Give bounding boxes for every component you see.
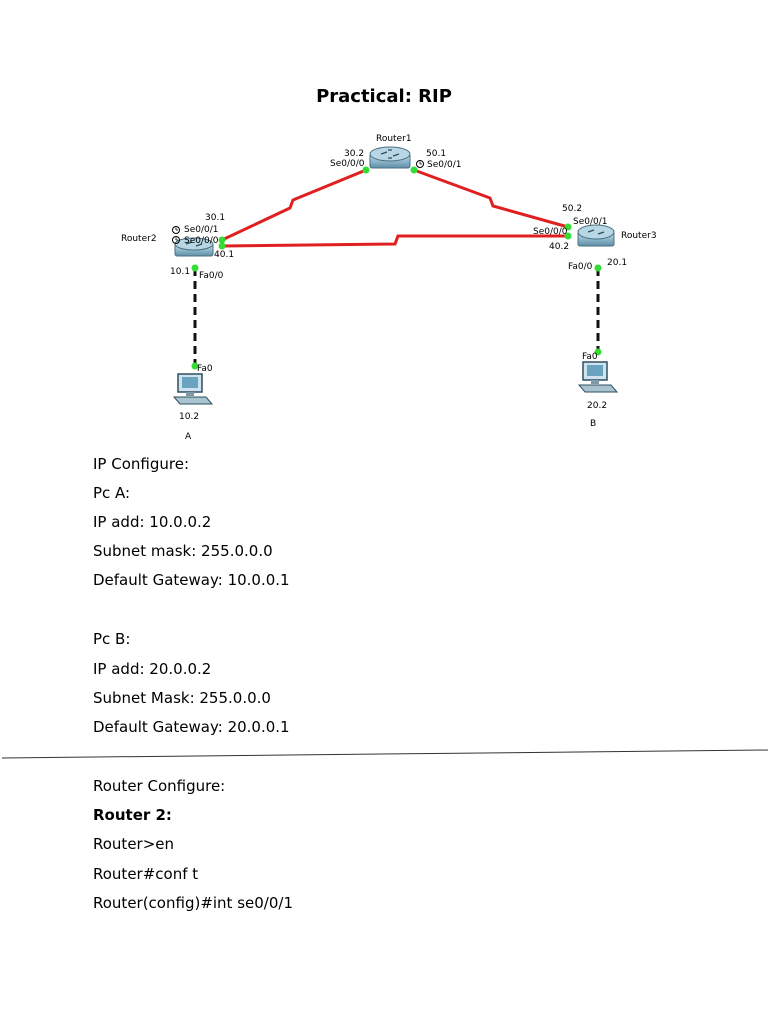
router3-se000-label: Se0/0/0 — [533, 227, 568, 237]
router2-ip-30: 30.1 — [205, 213, 226, 223]
router2-ip-10: 10.1 — [170, 267, 191, 277]
command-line: Router>en — [93, 835, 175, 853]
router3-ip-20: 20.1 — [607, 258, 628, 268]
serial-link-r1-r2 — [222, 170, 366, 240]
router1-right-interface: Se0/0/1 — [427, 160, 462, 170]
pc-a-interface: Fa0 — [197, 364, 213, 374]
ip-configure-heading: IP Configure: — [93, 455, 189, 473]
router2-fa00-label: Fa0/0 — [199, 271, 224, 281]
serial-link-r1-r3 — [414, 170, 568, 227]
page-title: Practical: RIP — [316, 86, 452, 107]
pc-a-icon[interactable] — [174, 374, 212, 404]
router2-heading: Router 2: — [93, 806, 172, 824]
router3-se001-label: Se0/0/1 — [573, 217, 608, 227]
pc-b-ip-address: IP add: 20.0.0.2 — [93, 660, 212, 678]
router1-label: Router1 — [376, 134, 412, 144]
pc-b-heading: Pc B: — [93, 630, 131, 648]
router3-label: Router3 — [621, 231, 657, 241]
router2-se000-label: Se0/0/0 — [184, 236, 219, 246]
router-configure-heading: Router Configure: — [93, 777, 226, 795]
router3-icon[interactable] — [578, 225, 614, 246]
pc-a-name: A — [185, 432, 192, 442]
router3-ip-50: 50.2 — [562, 204, 583, 214]
router3-fa00-label: Fa0/0 — [568, 262, 593, 272]
pc-a-heading: Pc A: — [93, 484, 131, 502]
section-divider — [2, 750, 768, 758]
router3-ip-40: 40.2 — [549, 242, 570, 252]
router2-se001-label: Se0/0/1 — [184, 225, 219, 235]
router1-left-interface: Se0/0/0 — [330, 159, 365, 169]
serial-link-r2-r3 — [222, 236, 568, 246]
pc-b-name: B — [590, 419, 597, 429]
router1-left-ip: 30.2 — [344, 149, 365, 159]
clock-icon — [173, 227, 180, 234]
router2-label: Router2 — [121, 234, 157, 244]
pc-b-interface: Fa0 — [582, 352, 598, 362]
pc-b-default-gateway: Default Gateway: 20.0.0.1 — [93, 718, 290, 736]
clock-icon — [417, 161, 424, 168]
pc-a-ip: 10.2 — [179, 412, 200, 422]
pc-b-ip: 20.2 — [587, 401, 608, 411]
pc-a-ip-address: IP add: 10.0.0.2 — [93, 513, 212, 531]
command-line: Router(config)#int se0/0/1 — [93, 894, 293, 912]
pc-b-icon[interactable] — [579, 362, 617, 392]
pc-a-subnet-mask: Subnet mask: 255.0.0.0 — [93, 542, 273, 560]
port-indicators — [192, 167, 602, 370]
router1-icon[interactable] — [370, 147, 410, 168]
pc-b-subnet-mask: Subnet Mask: 255.0.0.0 — [93, 689, 271, 707]
command-line: Router#conf t — [93, 865, 199, 883]
pc-a-default-gateway: Default Gateway: 10.0.0.1 — [93, 571, 290, 589]
router2-ip-40: 40.1 — [214, 250, 235, 260]
router1-right-ip: 50.1 — [426, 149, 447, 159]
